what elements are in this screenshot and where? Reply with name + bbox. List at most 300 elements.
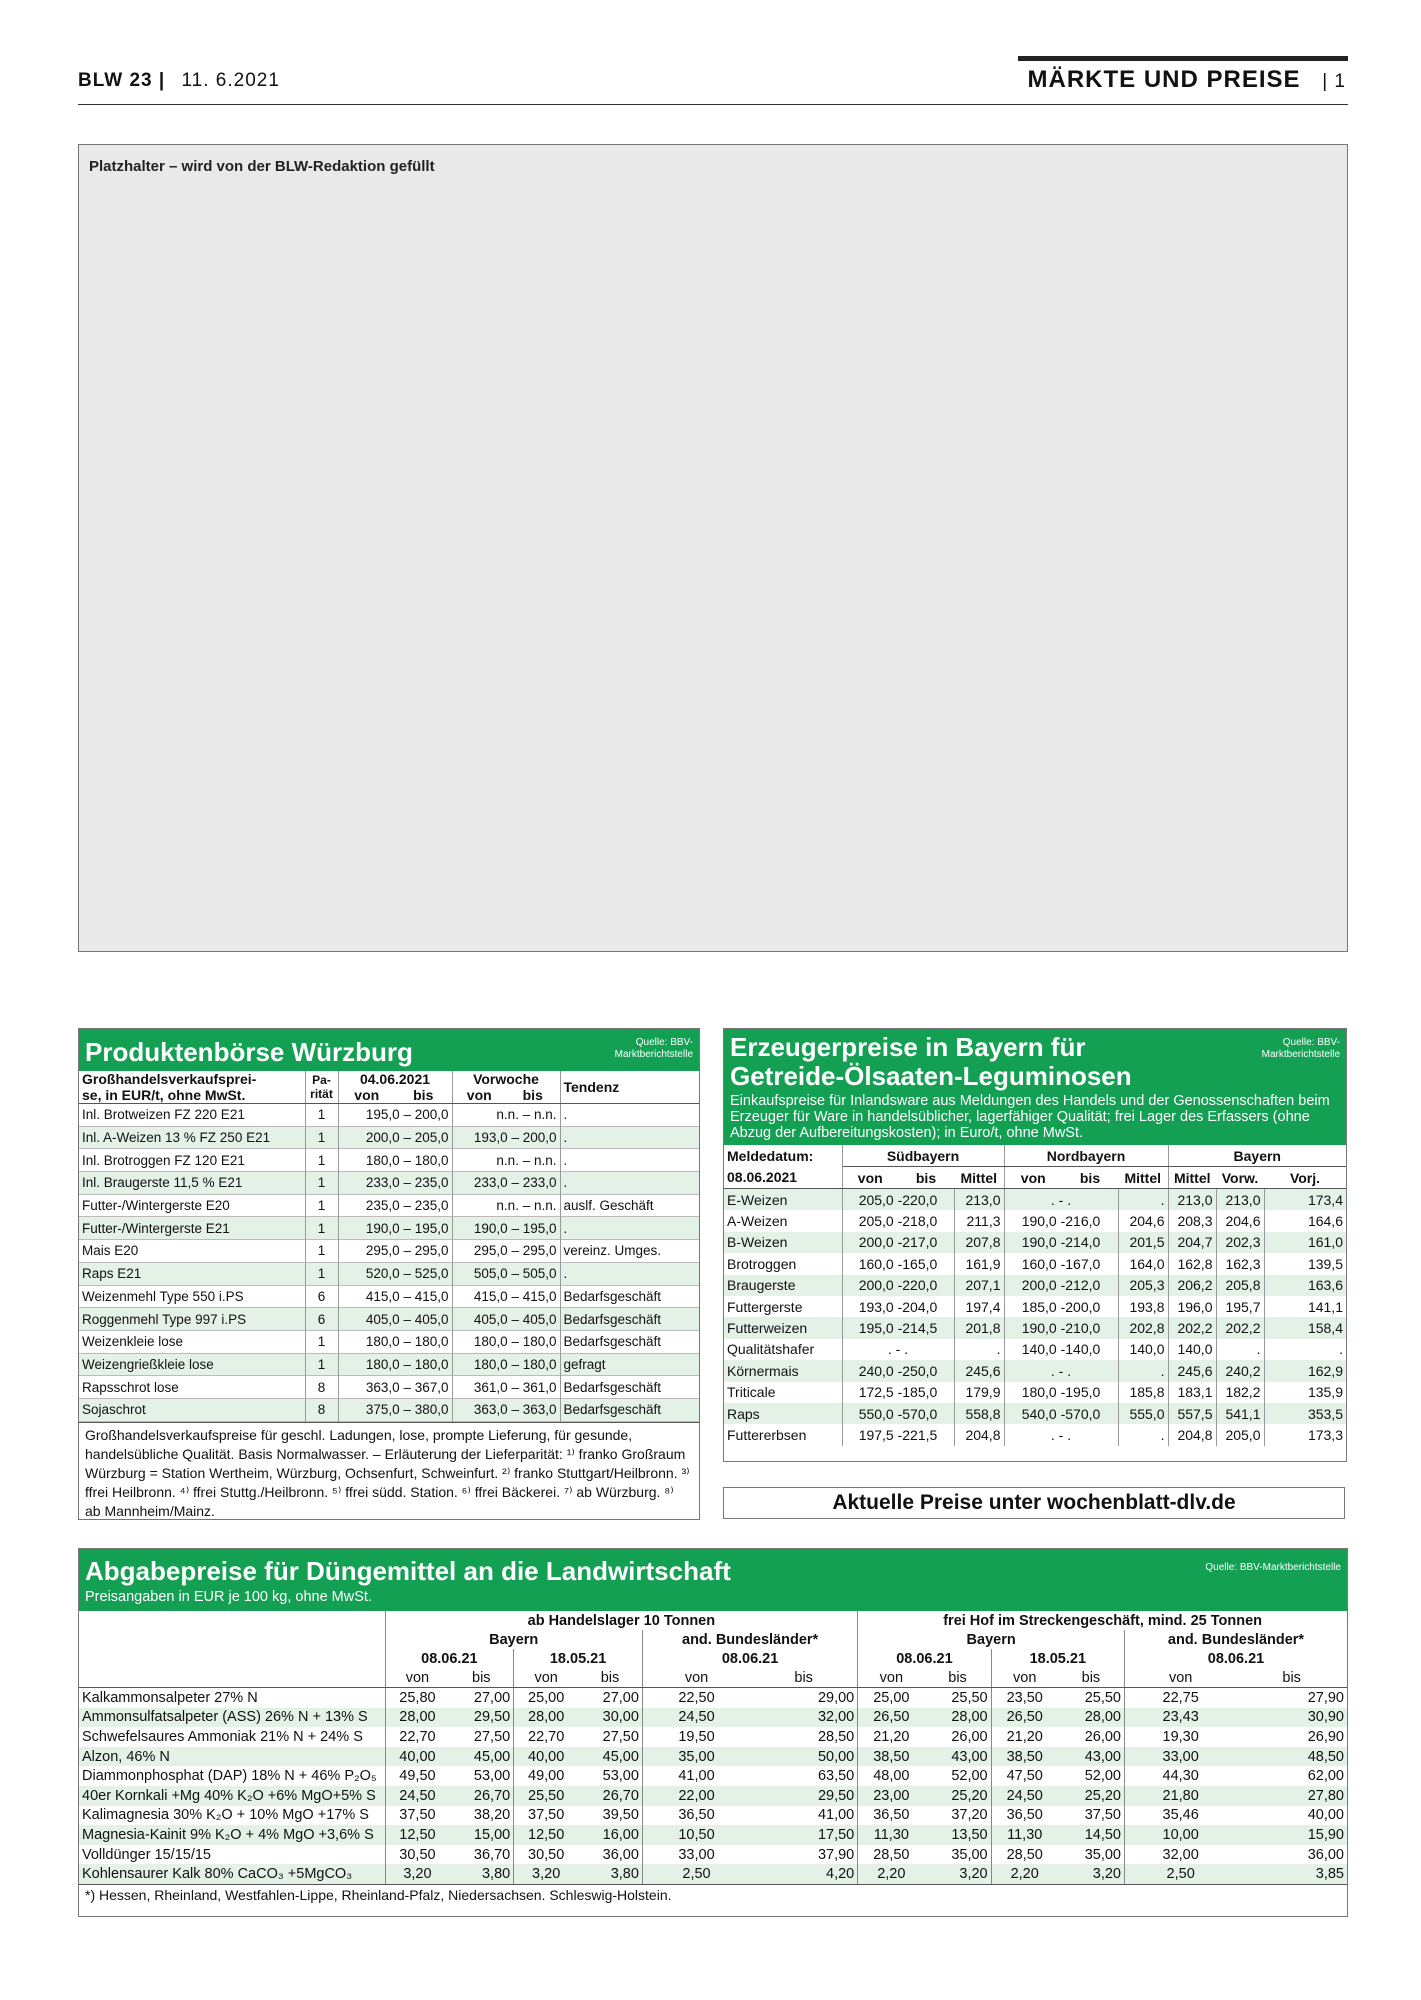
- prev-von: n.n.: [496, 1198, 519, 1214]
- wuerzburg-title: Produktenbörse Würzburg: [85, 1037, 413, 1067]
- nord-range: 185,0 -200,0: [1004, 1296, 1118, 1317]
- paritaet: 6: [305, 1285, 338, 1308]
- table-row: [79, 1688, 1347, 1708]
- sued-range: 172,5 -185,0: [842, 1382, 954, 1403]
- table-row: [724, 1232, 1346, 1253]
- paritaet: 1: [305, 1262, 338, 1285]
- tendenz: gefragt: [560, 1353, 699, 1376]
- col-von: von: [642, 1668, 750, 1688]
- price-von: 2,50: [1125, 1864, 1237, 1884]
- tendenz: auslf. Geschäft: [560, 1194, 699, 1217]
- price-von: 33,00: [1125, 1747, 1237, 1767]
- prev-range: 295,0 – 295,0: [452, 1240, 560, 1263]
- crop-name: Futtererbsen: [724, 1424, 842, 1445]
- product-name: Futter-/Wintergerste E20: [79, 1194, 305, 1217]
- price-von: 22,70: [514, 1727, 578, 1747]
- prev-bis: n.n.: [533, 1152, 557, 1168]
- nord-mittel: 202,8: [1118, 1317, 1168, 1338]
- nord-mittel: 555,0: [1118, 1403, 1168, 1424]
- col-bayern: Bayern: [1168, 1145, 1346, 1167]
- price-bis: 180,0: [414, 1334, 449, 1350]
- price-bis: 3,80: [449, 1864, 513, 1884]
- duenger-title: Abgabepreise für Düngemittel an die Landwirtschaft: [85, 1556, 731, 1586]
- table-row: [79, 1262, 699, 1285]
- bayern-vorw: 205,8: [1216, 1275, 1264, 1296]
- table-row: [724, 1275, 1346, 1296]
- price-von: 23,00: [858, 1786, 925, 1806]
- erzeuger-title-1: Erzeugerpreise in Bayern für: [730, 1032, 1086, 1062]
- bayern-vorw: 195,7: [1216, 1296, 1264, 1317]
- price-von: 375,0: [365, 1402, 400, 1418]
- sued-range: 240,0 -250,0: [842, 1360, 954, 1381]
- col-von: von: [385, 1668, 449, 1688]
- nord-mittel: 140,0: [1118, 1339, 1168, 1360]
- price-von: 47,50: [991, 1766, 1058, 1786]
- crop-name: Futterweizen: [724, 1317, 842, 1338]
- price-von: 32,00: [1125, 1845, 1237, 1865]
- price-bis: 27,80: [1236, 1786, 1347, 1806]
- nord-range: 200,0 -212,0: [1004, 1275, 1118, 1296]
- prev-von: n.n.: [496, 1107, 519, 1123]
- prev-von: 295,0: [473, 1243, 508, 1259]
- fertilizer-name: Volldünger 15/15/15: [79, 1845, 385, 1865]
- price-von: 35,46: [1125, 1806, 1237, 1826]
- price-bis: 26,00: [924, 1727, 991, 1747]
- price-bis: 37,20: [924, 1806, 991, 1826]
- table-row: [79, 1786, 1347, 1806]
- fertilizer-name: Schwefelsaures Ammoniak 21% N + 24% S: [79, 1727, 385, 1747]
- issue-number: BLW 23 |: [78, 70, 166, 91]
- tendenz: .: [560, 1172, 699, 1195]
- tendenz: .: [560, 1104, 699, 1127]
- price-bis: 200,0: [414, 1107, 449, 1123]
- nord-mittel: 193,8: [1118, 1296, 1168, 1317]
- price-von: 195,0: [365, 1107, 400, 1123]
- bayern-vorj: 173,4: [1264, 1189, 1346, 1211]
- header-accent-bar: [1018, 56, 1348, 61]
- price-range: 180,0 – 180,0: [338, 1330, 452, 1353]
- table-row: [79, 1285, 699, 1308]
- price-von: 38,50: [991, 1747, 1058, 1767]
- paritaet: 1: [305, 1104, 338, 1127]
- table-row: [79, 1864, 1347, 1884]
- prices-link-text[interactable]: Aktuelle Preise unter wochenblatt-dlv.de: [832, 1491, 1236, 1514]
- prev-range: 190,0 – 195,0: [452, 1217, 560, 1240]
- table-row: [79, 1353, 699, 1376]
- duenger-subtitle: Preisangaben in EUR je 100 kg, ohne MwSt.: [85, 1589, 372, 1605]
- prev-bis: 295,0: [522, 1243, 557, 1259]
- price-bis: 29,00: [750, 1688, 858, 1708]
- fertilizer-name: 40er Kornkali +Mg 40% K₂O +6% MgO+5% S: [79, 1786, 385, 1806]
- section-title: MÄRKTE UND PREISE: [1027, 66, 1301, 93]
- bayern-mittel: 557,5: [1168, 1403, 1216, 1424]
- price-bis: 35,00: [1058, 1845, 1125, 1865]
- price-bis: 25,50: [924, 1688, 991, 1708]
- price-bis: 405,0: [414, 1311, 449, 1327]
- price-bis: 36,00: [578, 1845, 642, 1865]
- nord-range: . - .: [1004, 1189, 1118, 1211]
- nord-mittel: .: [1118, 1360, 1168, 1381]
- fertilizer-name: Kohlensaurer Kalk 80% CaCO₃ +5MgCO₃: [79, 1864, 385, 1884]
- price-von: 21,20: [991, 1727, 1058, 1747]
- prev-range: 405,0 – 405,0: [452, 1308, 560, 1331]
- price-von: 25,50: [514, 1786, 578, 1806]
- price-bis: 15,00: [449, 1825, 513, 1845]
- bayern-mittel: 204,7: [1168, 1232, 1216, 1253]
- col-s-mittel: Mittel: [954, 1167, 1004, 1189]
- table-row: [79, 1149, 699, 1172]
- product-name: Sojaschrot: [79, 1398, 305, 1421]
- tendenz: .: [560, 1262, 699, 1285]
- price-bis: 28,50: [750, 1727, 858, 1747]
- sued-range: 200,0 -217,0: [842, 1232, 954, 1253]
- col-von: von: [991, 1668, 1058, 1688]
- prev-bis: 233,0: [522, 1175, 557, 1191]
- grp2-bayern: Bayern: [858, 1630, 1125, 1649]
- header-rule: [78, 104, 1348, 105]
- tendenz: Bedarfsgeschäft: [560, 1330, 699, 1353]
- price-von: 28,50: [858, 1845, 925, 1865]
- prev-bis: 180,0: [522, 1334, 557, 1350]
- duenger-footnote: *) Hessen, Rheinland, Westfahlen-Lippe, Rheinland-Pfalz, Niedersachsen. Schleswig-Holstein.: [79, 1884, 1347, 1905]
- price-bis: 180,0: [414, 1356, 449, 1372]
- bayern-vorw: 213,0: [1216, 1189, 1264, 1211]
- table-row: [79, 1806, 1347, 1826]
- table-row: [724, 1189, 1346, 1211]
- prev-range: 363,0 – 363,0: [452, 1398, 560, 1421]
- nord-range: 160,0 -167,0: [1004, 1253, 1118, 1274]
- product-name: Inl. Brotweizen FZ 220 E21: [79, 1104, 305, 1127]
- fertilizer-name: Diammonphosphat (DAP) 18% N + 46% P₂O₅: [79, 1766, 385, 1786]
- table-row: [79, 1825, 1347, 1845]
- fertilizer-name: Kalimagnesia 30% K₂O + 10% MgO +17% S: [79, 1806, 385, 1826]
- price-bis: 45,00: [449, 1747, 513, 1767]
- price-von: 24,50: [991, 1786, 1058, 1806]
- product-name: Inl. Brotroggen FZ 120 E21: [79, 1149, 305, 1172]
- price-bis: 37,90: [750, 1845, 858, 1865]
- price-von: 19,50: [642, 1727, 750, 1747]
- bayern-mittel: 140,0: [1168, 1339, 1216, 1360]
- issue-date: 11. 6.2021: [181, 70, 280, 91]
- price-bis: 29,50: [750, 1786, 858, 1806]
- table-row: [724, 1382, 1346, 1403]
- paritaet: 1: [305, 1217, 338, 1240]
- sued-mittel: .: [954, 1339, 1004, 1360]
- page-number: | 1: [1322, 71, 1346, 92]
- date-g1-2: 18.05.21: [514, 1649, 643, 1668]
- sued-mittel: 207,1: [954, 1275, 1004, 1296]
- table-row: [724, 1339, 1346, 1360]
- nord-mittel: .: [1118, 1189, 1168, 1211]
- prev-von: 190,0: [473, 1220, 508, 1236]
- sued-range: 205,0 -218,0: [842, 1210, 954, 1231]
- bayern-vorw: .: [1216, 1339, 1264, 1360]
- date-g1-1: 08.06.21: [385, 1649, 514, 1668]
- price-bis: 27,90: [1236, 1688, 1347, 1708]
- date-g1-3: 08.06.21: [642, 1649, 857, 1668]
- sued-range: 200,0 -220,0: [842, 1275, 954, 1296]
- price-bis: 27,50: [449, 1727, 513, 1747]
- grp-handelslager: ab Handelslager 10 Tonnen: [385, 1611, 858, 1630]
- wuerzburg-footnote: Großhandelsverkaufspreise für geschl. Ladungen, lose, prompte Lieferung, für gesunde, handelsübliche Qualität. Basis Normalwasser. – Erläuterung der Lieferparität: ¹⁾ franko Großraum Würzburg = Station Wertheim, Würzburg, Ochsenfurt, Schweinfurt. ²⁾ franko Stuttgart/Heilbronn. ³⁾ ffrei Heilbronn. ⁴⁾ ffrei Stuttg./Heilbronn. ⁵⁾ ffrei südd. Station. ⁶⁾ ffrei Bäckerei. ⁷⁾ ab Würzburg. ⁸⁾ ab Mannheim/Mainz.: [79, 1422, 699, 1524]
- prev-von: 415,0: [473, 1288, 508, 1304]
- price-bis: 27,00: [578, 1688, 642, 1708]
- price-von: 180,0: [365, 1356, 400, 1372]
- product-name: Raps E21: [79, 1262, 305, 1285]
- crop-name: Qualitätshafer: [724, 1339, 842, 1360]
- sued-mittel: 213,0: [954, 1189, 1004, 1211]
- tendenz: .: [560, 1149, 699, 1172]
- price-von: 12,50: [385, 1825, 449, 1845]
- price-bis: 43,00: [1058, 1747, 1125, 1767]
- price-range: 190,0 – 195,0: [338, 1217, 452, 1240]
- price-von: 48,00: [858, 1766, 925, 1786]
- price-bis: 195,0: [414, 1220, 449, 1236]
- price-von: 3,20: [514, 1864, 578, 1884]
- table-row: [79, 1398, 699, 1421]
- price-range: 405,0 – 405,0: [338, 1308, 452, 1331]
- price-bis: 180,0: [414, 1152, 449, 1168]
- bayern-vorw: 240,2: [1216, 1360, 1264, 1381]
- table-row: [724, 1253, 1346, 1274]
- paritaet: 1: [305, 1126, 338, 1149]
- price-bis: 32,00: [750, 1708, 858, 1728]
- bayern-vorj: 139,5: [1264, 1253, 1346, 1274]
- bayern-vorj: 163,6: [1264, 1275, 1346, 1296]
- col-von: von: [514, 1668, 578, 1688]
- bayern-vorj: 158,4: [1264, 1317, 1346, 1338]
- col-vbis: bis: [506, 1087, 560, 1104]
- col-paritaet: Pa- rität: [305, 1071, 338, 1104]
- price-bis: 29,50: [449, 1708, 513, 1728]
- price-von: 2,50: [642, 1864, 750, 1884]
- bayern-vorj: .: [1264, 1339, 1346, 1360]
- table-row: [724, 1424, 1346, 1445]
- paritaet: 1: [305, 1149, 338, 1172]
- date-g2-3: 08.06.21: [1125, 1649, 1348, 1668]
- prev-range: 361,0 – 361,0: [452, 1376, 560, 1399]
- crop-name: Körnermais: [724, 1360, 842, 1381]
- prev-range: 193,0 – 200,0: [452, 1126, 560, 1149]
- col-vorwoche: Vorwoche: [452, 1071, 560, 1087]
- prev-range: n.n. – n.n.: [452, 1149, 560, 1172]
- price-von: 22,00: [642, 1786, 750, 1806]
- table-row: [79, 1126, 699, 1149]
- prev-von: 193,0: [473, 1130, 508, 1146]
- product-name: Rapsschrot lose: [79, 1376, 305, 1399]
- prices-link[interactable]: [723, 1487, 1345, 1519]
- price-von: 44,30: [1125, 1766, 1237, 1786]
- price-bis: 62,00: [1236, 1766, 1347, 1786]
- col-von: von: [1125, 1668, 1237, 1688]
- price-bis: 27,00: [449, 1688, 513, 1708]
- price-bis: 36,00: [1236, 1845, 1347, 1865]
- price-von: 37,50: [385, 1806, 449, 1826]
- price-bis: 63,50: [750, 1766, 858, 1786]
- col-nordbayern: Nordbayern: [1004, 1145, 1168, 1167]
- price-von: 2,20: [991, 1864, 1058, 1884]
- duenger-source: Quelle: BBV-Marktberichtstelle: [1205, 1562, 1341, 1573]
- col-date: 04.06.2021: [338, 1071, 452, 1087]
- erzeuger-header: [724, 1029, 1346, 1145]
- price-von: 26,50: [858, 1708, 925, 1728]
- price-von: 180,0: [365, 1152, 400, 1168]
- col-bis: bis: [1058, 1668, 1125, 1688]
- prev-von: 180,0: [473, 1356, 508, 1372]
- issue-info: [78, 70, 280, 92]
- grp1-andere: and. Bundesländer*: [642, 1630, 857, 1649]
- price-von: 38,50: [858, 1747, 925, 1767]
- bayern-vorj: 141,1: [1264, 1296, 1346, 1317]
- price-range: 233,0 – 235,0: [338, 1172, 452, 1195]
- paritaet: 1: [305, 1194, 338, 1217]
- crop-name: Brotroggen: [724, 1253, 842, 1274]
- col-suedbayern: Südbayern: [842, 1145, 1004, 1167]
- prev-bis: n.n.: [533, 1198, 557, 1214]
- col-b-vorj: Vorj.: [1264, 1167, 1346, 1189]
- bayern-mittel: 202,2: [1168, 1317, 1216, 1338]
- price-von: 415,0: [365, 1288, 400, 1304]
- nord-range: . - .: [1004, 1360, 1118, 1381]
- price-von: 40,00: [514, 1747, 578, 1767]
- price-von: 22,50: [642, 1688, 750, 1708]
- col-tendenz: Tendenz: [560, 1071, 699, 1104]
- price-bis: 52,00: [1058, 1766, 1125, 1786]
- price-bis: 30,90: [1236, 1708, 1347, 1728]
- prev-bis: 195,0: [522, 1220, 557, 1236]
- sued-mittel: 558,8: [954, 1403, 1004, 1424]
- tendenz: .: [560, 1217, 699, 1240]
- bayern-mittel: 213,0: [1168, 1189, 1216, 1211]
- bayern-vorw: 202,3: [1216, 1232, 1264, 1253]
- bayern-vorj: 161,0: [1264, 1232, 1346, 1253]
- price-von: 405,0: [365, 1311, 400, 1327]
- bayern-vorw: 202,2: [1216, 1317, 1264, 1338]
- price-bis: 39,50: [578, 1806, 642, 1826]
- product-name: Mais E20: [79, 1240, 305, 1263]
- blank-head: [79, 1611, 385, 1630]
- price-bis: 3,20: [1058, 1864, 1125, 1884]
- price-von: 28,50: [991, 1845, 1058, 1865]
- crop-name: A-Weizen: [724, 1210, 842, 1231]
- sued-mittel: 179,9: [954, 1382, 1004, 1403]
- price-von: 28,00: [514, 1708, 578, 1728]
- fertilizer-name: Kalkammonsalpeter 27% N: [79, 1688, 385, 1708]
- price-range: 195,0 – 200,0: [338, 1104, 452, 1127]
- bayern-mittel: 196,0: [1168, 1296, 1216, 1317]
- price-bis: 3,85: [1236, 1864, 1347, 1884]
- col-von: von: [858, 1668, 925, 1688]
- col-n-bis: bis: [1062, 1167, 1118, 1189]
- price-bis: 53,00: [578, 1766, 642, 1786]
- price-von: 2,20: [858, 1864, 925, 1884]
- paritaet: 1: [305, 1172, 338, 1195]
- table-row: [79, 1172, 699, 1195]
- table-row: [79, 1845, 1347, 1865]
- price-von: 295,0: [365, 1243, 400, 1259]
- placeholder-text: Platzhalter – wird von der BLW-Redaktion gefüllt: [89, 158, 435, 175]
- meldedatum-value: 08.06.2021: [724, 1167, 842, 1189]
- price-von: 25,00: [858, 1688, 925, 1708]
- table-row: [724, 1210, 1346, 1231]
- price-von: 30,50: [514, 1845, 578, 1865]
- table-row: [79, 1330, 699, 1353]
- fertilizer-name: Magnesia-Kainit 9% K₂O + 4% MgO +3,6% S: [79, 1825, 385, 1845]
- nord-mittel: 205,3: [1118, 1275, 1168, 1296]
- table-row: [79, 1376, 699, 1399]
- nord-range: 190,0 -214,0: [1004, 1232, 1118, 1253]
- nord-range: 190,0 -216,0: [1004, 1210, 1118, 1231]
- product-name: Inl. Braugerste 11,5 % E21: [79, 1172, 305, 1195]
- price-bis: 43,00: [924, 1747, 991, 1767]
- col-vvon: von: [452, 1087, 506, 1104]
- crop-name: Raps: [724, 1403, 842, 1424]
- price-von: 36,50: [858, 1806, 925, 1826]
- price-bis: 205,0: [414, 1130, 449, 1146]
- blank-head-4: [79, 1668, 385, 1688]
- prev-range: 180,0 – 180,0: [452, 1330, 560, 1353]
- price-bis: 235,0: [414, 1198, 449, 1214]
- price-bis: 13,50: [924, 1825, 991, 1845]
- price-von: 40,00: [385, 1747, 449, 1767]
- price-range: 180,0 – 180,0: [338, 1353, 452, 1376]
- price-von: 520,0: [365, 1266, 400, 1282]
- prev-range: 180,0 – 180,0: [452, 1353, 560, 1376]
- col-b-mittel: Mittel: [1168, 1167, 1216, 1189]
- bayern-vorw: 162,3: [1216, 1253, 1264, 1274]
- price-bis: 3,80: [578, 1864, 642, 1884]
- prev-bis: 405,0: [522, 1311, 557, 1327]
- tendenz: vereinz. Umges.: [560, 1240, 699, 1263]
- nord-mittel: 201,5: [1118, 1232, 1168, 1253]
- bayern-vorj: 135,9: [1264, 1382, 1346, 1403]
- product-name: Inl. A-Weizen 13 % FZ 250 E21: [79, 1126, 305, 1149]
- price-von: 36,50: [642, 1806, 750, 1826]
- price-von: 25,80: [385, 1688, 449, 1708]
- price-von: 24,50: [385, 1786, 449, 1806]
- table-row: [724, 1360, 1346, 1381]
- prev-range: n.n. – n.n.: [452, 1194, 560, 1217]
- table-row: [79, 1217, 699, 1240]
- price-range: 235,0 – 235,0: [338, 1194, 452, 1217]
- product-name: Futter-/Wintergerste E21: [79, 1217, 305, 1240]
- price-bis: 14,50: [1058, 1825, 1125, 1845]
- col-s-bis: bis: [898, 1167, 954, 1189]
- nord-range: 140,0 -140,0: [1004, 1339, 1118, 1360]
- price-range: 363,0 – 367,0: [338, 1376, 452, 1399]
- col-b-vorw: Vorw.: [1216, 1167, 1264, 1189]
- price-bis: 26,70: [449, 1786, 513, 1806]
- price-bis: 27,50: [578, 1727, 642, 1747]
- duenger-header: [79, 1549, 1347, 1611]
- price-von: 28,00: [385, 1708, 449, 1728]
- bayern-mittel: 162,8: [1168, 1253, 1216, 1274]
- price-von: 24,50: [642, 1708, 750, 1728]
- bayern-vorj: 173,3: [1264, 1424, 1346, 1445]
- crop-name: E-Weizen: [724, 1189, 842, 1211]
- prev-bis: n.n.: [533, 1107, 557, 1123]
- crop-name: Futtergerste: [724, 1296, 842, 1317]
- tendenz: Bedarfsgeschäft: [560, 1376, 699, 1399]
- price-bis: 28,00: [1058, 1708, 1125, 1728]
- paritaet: 1: [305, 1330, 338, 1353]
- paritaet: 8: [305, 1398, 338, 1421]
- erzeuger-subtitle: Einkaufspreise für Inlandsware aus Meldungen des Handels und der Genossenschaften beim Erzeuger für Ware in handelsüblicher, lagerfähiger Qualität; frei Lager des Erfassers (ohne Abzug der Aufbereitungskosten); in Euro/t, ohne MwSt.: [730, 1093, 1330, 1141]
- table-row: [79, 1727, 1347, 1747]
- price-bis: 52,00: [924, 1766, 991, 1786]
- price-range: 375,0 – 380,0: [338, 1398, 452, 1421]
- nord-mittel: 164,0: [1118, 1253, 1168, 1274]
